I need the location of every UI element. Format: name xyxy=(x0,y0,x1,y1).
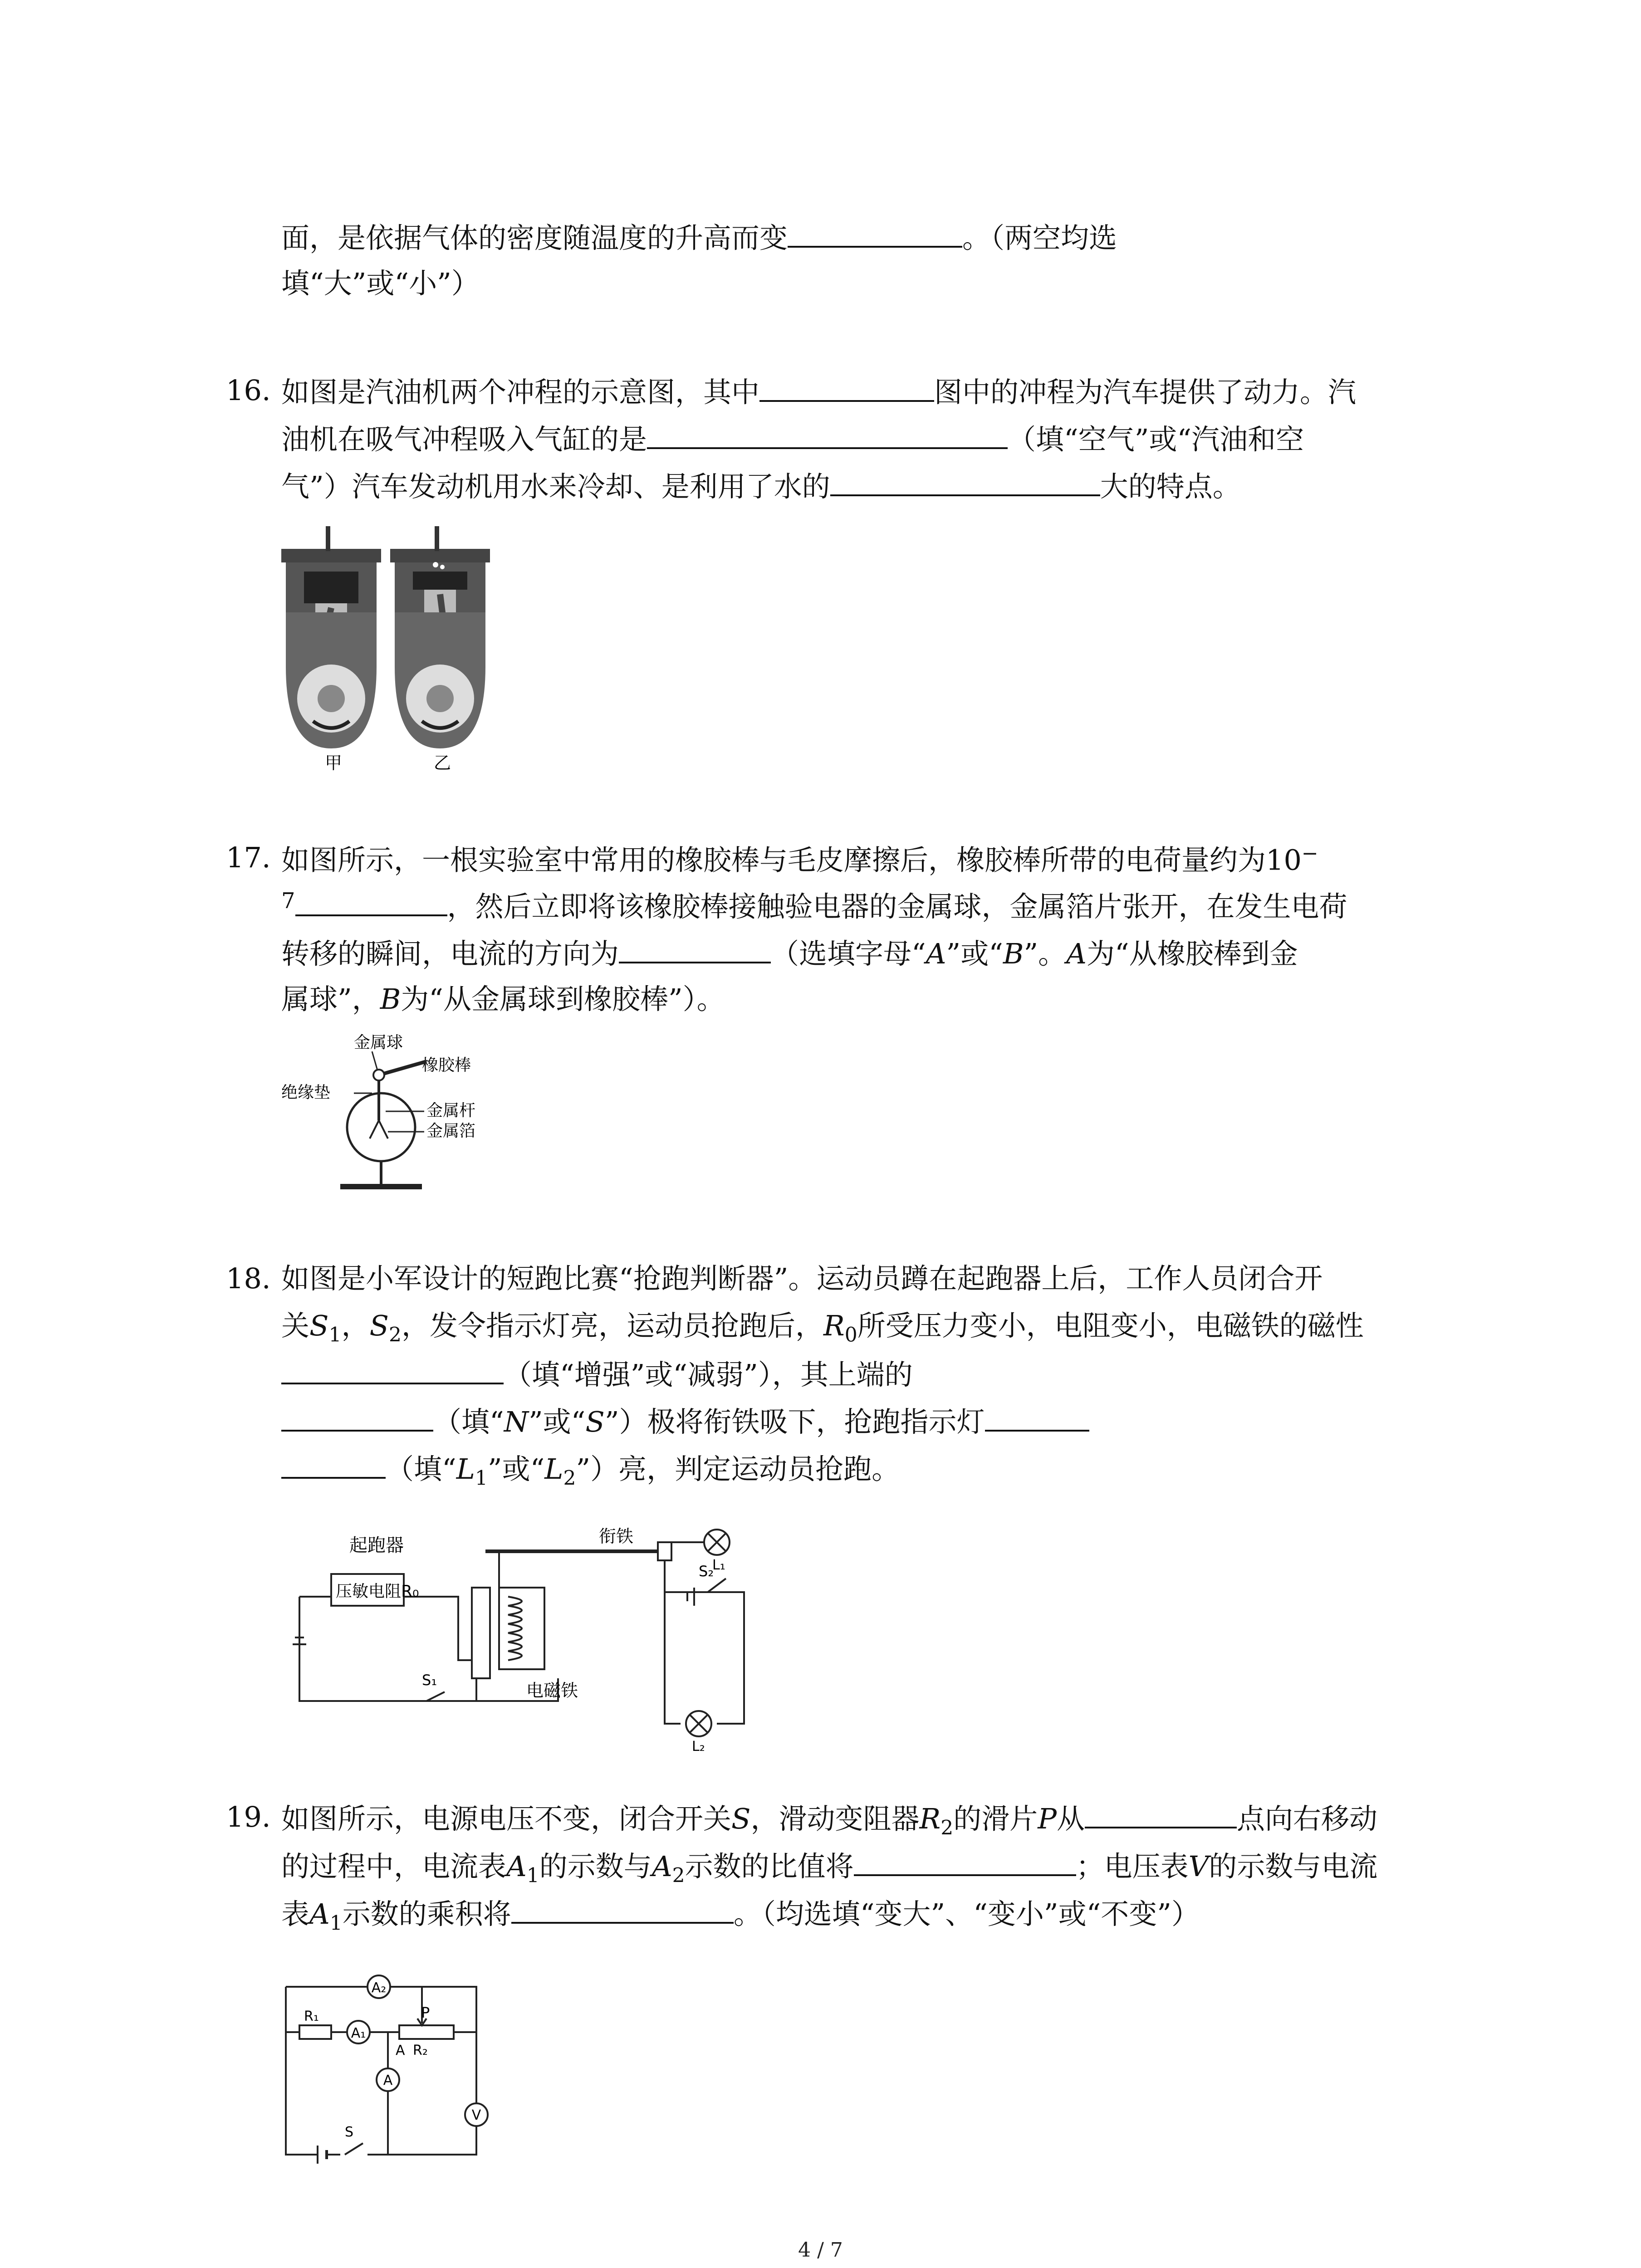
circuit2-label-a1: A₁ xyxy=(351,2025,366,2041)
q19-blank-2[interactable] xyxy=(854,1851,1076,1876)
q19-number: 19. xyxy=(226,1800,271,1833)
electroscope-label-stem: 金属杆 xyxy=(426,1101,476,1120)
q18-line-1: 如图是小军设计的短跑比赛“抢跑判断器”。运动员蹲在起跑器上后，工作人员闭合开 xyxy=(281,1262,1323,1295)
q15-line-1: 面，是依据气体的密度随温度的升高而变 。（两空均选 xyxy=(281,221,1117,254)
q18-blank-3b[interactable] xyxy=(281,1453,386,1479)
circuit2-label-r2: R₂ xyxy=(413,2043,428,2058)
q15-blank-2[interactable] xyxy=(788,222,962,248)
false-start-circuit-svg xyxy=(290,1524,753,1755)
q16-blank-3[interactable] xyxy=(830,471,1100,496)
q16-number: 16. xyxy=(226,374,271,407)
engine-a-drawing xyxy=(281,526,381,748)
engine-b-drawing xyxy=(390,526,490,748)
circuit2-label-a-point: A xyxy=(396,2043,405,2058)
q18-line-3: （填“增强”或“减弱”），其上端的 xyxy=(281,1359,913,1389)
q16-line-3: 气”）汽车发动机用水来冷却、是利用了水的 大的特点。 xyxy=(281,470,1241,503)
q18-blank-3a[interactable] xyxy=(985,1406,1089,1432)
circuit2-label-a2: A₂ xyxy=(371,1980,387,1996)
q18-number: 18. xyxy=(226,1262,271,1295)
circuit-label-armature: 衔铁 xyxy=(599,1526,634,1546)
q16-line-1: 如图是汽油机两个冲程的示意图，其中 图中的冲程为汽车提供了动力。汽 xyxy=(281,376,1357,409)
q16-blank-1[interactable] xyxy=(759,376,934,402)
circuit2-label-a: A xyxy=(383,2072,393,2088)
q19-blank-1[interactable] xyxy=(1085,1803,1237,1828)
q17-blank-1[interactable] xyxy=(295,891,447,916)
q17-line-2: $^7$ ，然后立即将该橡胶棒接触验电器的金属球，金属箔片张开，在发生电荷 xyxy=(281,888,1347,923)
q18-blank-1[interactable] xyxy=(281,1359,504,1384)
q18-line-2: 关$S_1$，$S_2$，发令指示灯亮，运动员抢跑后，$R_0$所受压力变小，电阻变小，电磁铁的磁性 xyxy=(281,1309,1364,1347)
engine-strokes-figure xyxy=(277,522,495,776)
q19-line-1: 如图所示，电源电压不变，闭合开关S，滑动变阻器$R_2$的滑片P从 点向右移动 xyxy=(281,1802,1377,1840)
circuit2-label-r1: R₁ xyxy=(304,2009,319,2024)
electroscope-label-foil: 金属箔 xyxy=(426,1122,476,1140)
circuit-label-starter: 起跑器 xyxy=(349,1535,404,1556)
false-start-circuit-figure xyxy=(290,1524,753,1755)
electroscope-label-ball: 金属球 xyxy=(354,1033,403,1052)
variable-resistor-circuit-figure xyxy=(277,1950,504,2168)
engine-label-b: 乙 xyxy=(433,753,451,773)
q19-line-2: 的过程中，电流表$A_1$的示数与$A_2$示数的比值将 ；电压表V的示数与电流 xyxy=(281,1850,1378,1887)
variable-resistor-circuit-svg xyxy=(277,1950,504,2168)
electroscope-svg xyxy=(277,1030,513,1198)
q15-line-2: 填“大”或“小”） xyxy=(281,267,480,300)
circuit2-label-s: S xyxy=(345,2124,354,2140)
q17-line-3: 转移的瞬间，电流的方向为 （选填字母“A”或“B”。A为“从橡胶棒到金 xyxy=(281,937,1298,970)
q17-blank-2[interactable] xyxy=(619,938,771,963)
q17-number: 17. xyxy=(226,841,271,874)
q19-blank-3[interactable] xyxy=(511,1898,734,1924)
circuit-label-l2: L₂ xyxy=(692,1739,705,1755)
circuit2-label-p: P xyxy=(421,2004,430,2021)
q17-line-4: 属球”，B为“从金属球到橡胶棒”）。 xyxy=(281,982,725,1016)
q17-line-1: 如图所示，一根实验室中常用的橡胶棒与毛皮摩擦后，橡胶棒所带的电荷量约为10− xyxy=(281,842,1318,877)
q18-blank-2[interactable] xyxy=(281,1406,433,1432)
circuit-label-s1: S₁ xyxy=(422,1672,437,1689)
circuit-label-l1: L₁ xyxy=(712,1557,725,1573)
q16-blank-2[interactable] xyxy=(647,424,1008,449)
electroscope-label-rod: 橡胶棒 xyxy=(422,1056,471,1075)
circuit-label-magnet: 电磁铁 xyxy=(526,1681,578,1701)
q18-line-4: （填“N”或“S”）极将衔铁吸下，抢跑指示灯 xyxy=(281,1406,1089,1436)
electroscope-label-pad: 绝缘垫 xyxy=(281,1083,331,1102)
q18-line-5: （填“$L_1$”或“$L_2$”）亮，判定运动员抢跑。 xyxy=(281,1453,900,1488)
engine-label-a: 甲 xyxy=(324,753,343,773)
q19-line-3: 表$A_1$示数的乘积将 。（均选填“变大”、“变小”或“不变”） xyxy=(281,1897,1200,1935)
circuit2-label-v: V xyxy=(471,2107,481,2123)
circuit-label-resistor: 压敏电阻R₀ xyxy=(336,1582,419,1601)
page-number: 4 / 7 xyxy=(798,2239,843,2262)
electroscope-figure xyxy=(277,1030,513,1198)
engine-strokes-svg xyxy=(277,522,495,776)
q16-line-2: 油机在吸气冲程吸入气缸的是 （填“空气”或“汽油和空 xyxy=(281,423,1304,456)
circuit-label-s2: S₂ xyxy=(699,1563,714,1580)
